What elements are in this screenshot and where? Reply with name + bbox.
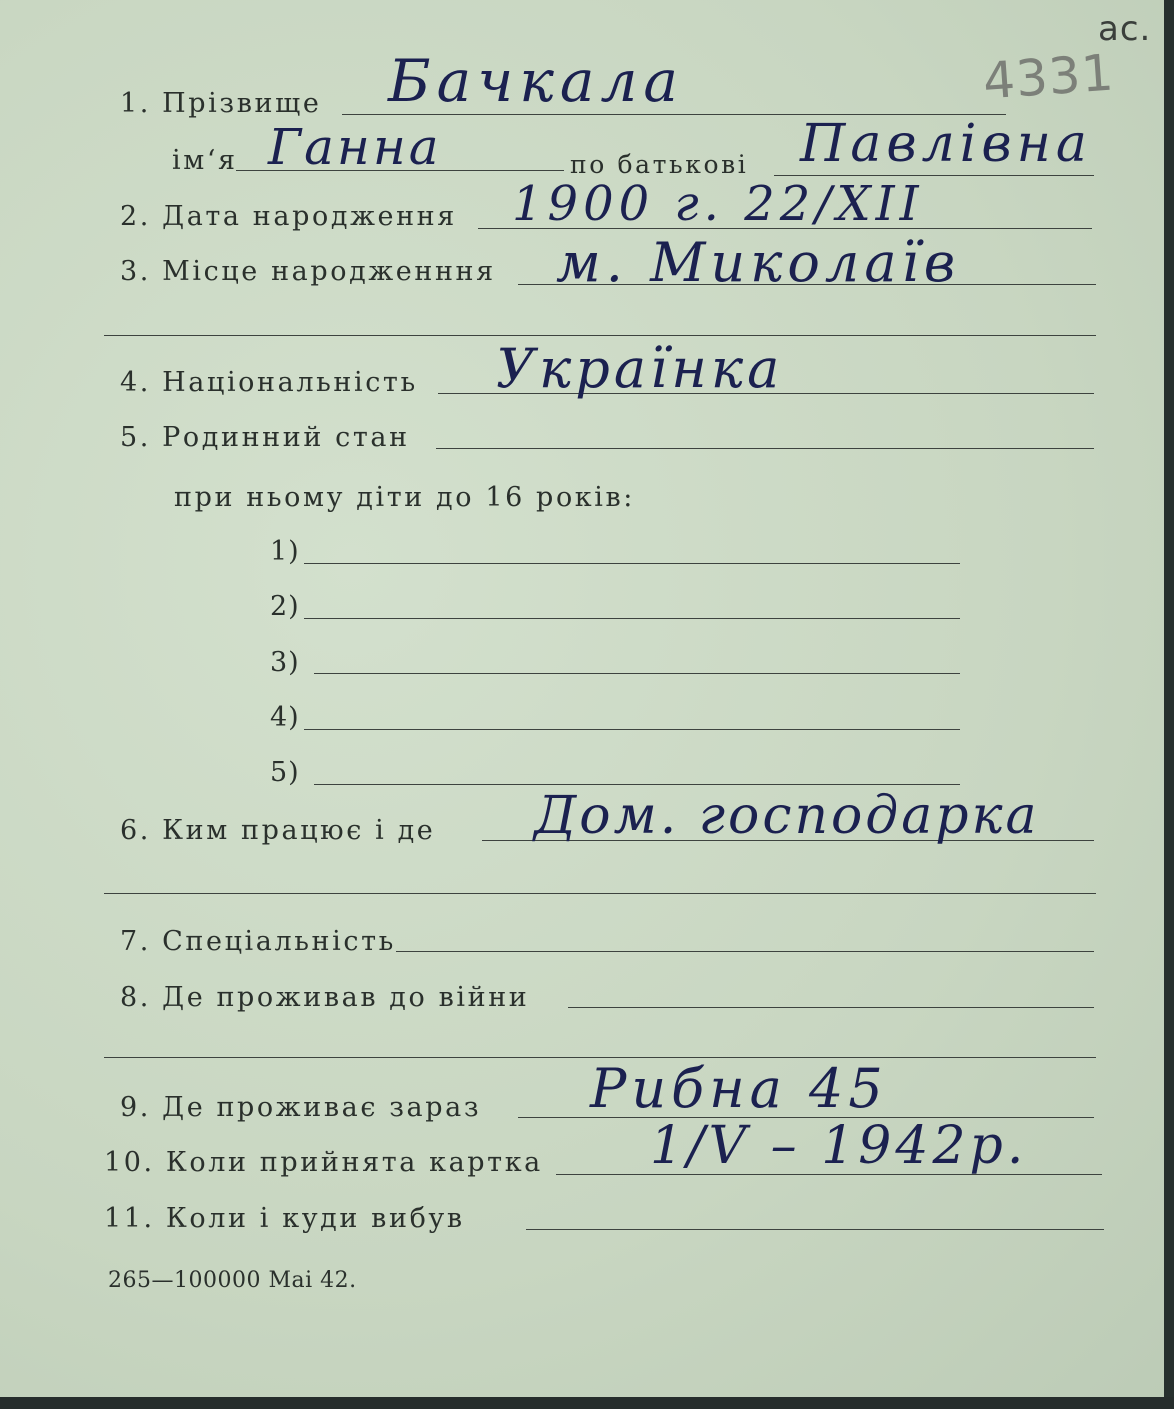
- surname-label: 1. Прізвище: [120, 88, 322, 119]
- child-2-label: 2): [270, 591, 300, 622]
- first-name-label: ім‘я: [172, 145, 238, 176]
- birth-place-value: м. Миколаїв: [556, 231, 961, 294]
- prewar-residence-label: 8. Де проживав до війни: [120, 982, 530, 1013]
- occupation-value: Дом. господарка: [534, 786, 1040, 846]
- child-5-label: 5): [270, 757, 300, 788]
- current-residence-label: 9. Де проживає зараз: [120, 1092, 482, 1123]
- child-1-line: [304, 563, 960, 564]
- specialty-line: [396, 951, 1094, 952]
- specialty-label: 7. Спеціальність: [120, 926, 396, 957]
- archive-corner-mark: ас.: [1098, 9, 1152, 49]
- scan-edge-right: [1164, 0, 1174, 1409]
- patronymic-value: Павлівна: [800, 114, 1092, 174]
- child-4-line: [304, 729, 960, 730]
- patronymic-label: по батькові: [570, 150, 749, 179]
- departure-line: [526, 1229, 1104, 1230]
- current-residence-value: Рибна 45: [590, 1057, 888, 1120]
- birth-place-line-2: [104, 335, 1096, 336]
- departure-label: 11. Коли і куди вибув: [104, 1203, 465, 1234]
- prewar-residence-line: [568, 1007, 1094, 1008]
- nationality-label: 4. Національність: [120, 367, 418, 398]
- children-label: при ньому діти до 16 років:: [174, 482, 636, 513]
- marital-status-line: [436, 448, 1094, 449]
- birth-place-label: 3. Місце народженння: [120, 256, 496, 287]
- scan-edge-bottom: [0, 1397, 1174, 1409]
- card-accepted-value: 1/V – 1942р.: [650, 1116, 1028, 1176]
- birth-date-value: 1900 г. 22/XII: [512, 176, 924, 232]
- child-3-line: [314, 673, 960, 674]
- marital-status-label: 5. Родинний стан: [120, 422, 410, 453]
- print-code: 265—100000 Mai 42.: [108, 1268, 357, 1293]
- child-2-line: [304, 618, 960, 619]
- child-5-line: [314, 784, 960, 785]
- birth-date-label: 2. Дата народження: [120, 201, 457, 232]
- child-3-label: 3): [270, 647, 300, 678]
- archive-pencil-number: 4331: [981, 43, 1117, 111]
- card-accepted-label: 10. Коли прийнята картка: [104, 1147, 543, 1178]
- child-1-label: 1): [270, 536, 300, 567]
- surname-value: Бачкала: [388, 47, 685, 115]
- nationality-value: Українка: [496, 337, 784, 400]
- occupation-label: 6. Ким працює і де: [120, 815, 436, 846]
- child-4-label: 4): [270, 702, 300, 733]
- occupation-line-2: [104, 893, 1096, 894]
- first-name-value: Ганна: [268, 118, 442, 176]
